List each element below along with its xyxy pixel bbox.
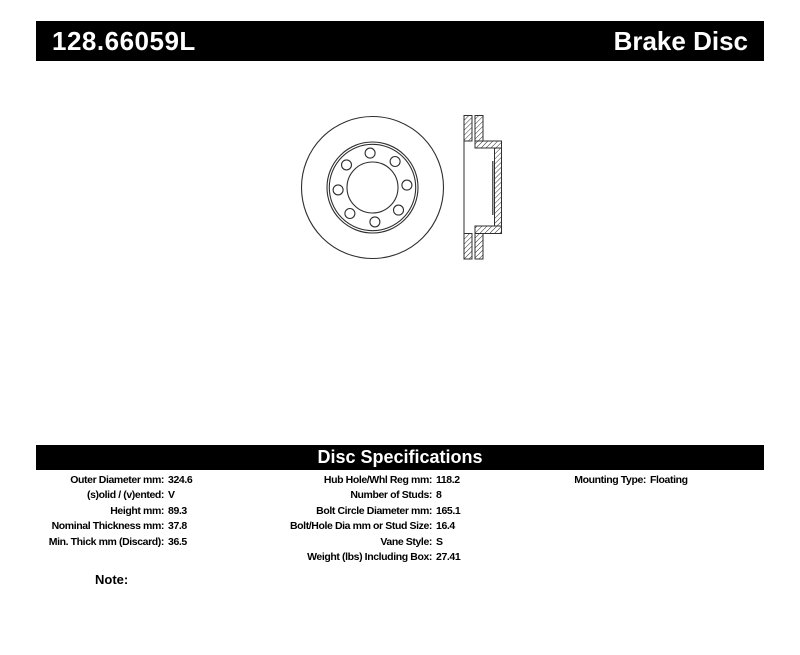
top-outboard-plate-section xyxy=(464,116,472,142)
spec-value: 324.6 xyxy=(168,474,193,486)
spec-value: 8 xyxy=(436,489,442,502)
outer-diameter-circle xyxy=(302,117,444,259)
spec-label: Bolt/Hole Dia mm or Stud Size: xyxy=(289,520,432,533)
spec-value: Floating xyxy=(650,474,688,486)
spec-value: 37.8 xyxy=(168,520,187,533)
hat-flange-outer-circle xyxy=(327,142,418,233)
spec-row xyxy=(282,535,460,550)
spec-label: Bolt Circle Diameter mm: xyxy=(316,504,432,517)
bottom-inboard-plate-section xyxy=(475,234,483,260)
spec-label: Weight (lbs) Including Box: xyxy=(307,551,432,564)
spec-value: 36.5 xyxy=(168,535,187,548)
spec-row xyxy=(36,488,192,503)
stud-hole xyxy=(402,180,412,190)
spec-row xyxy=(36,504,192,519)
spec-value: 89.3 xyxy=(168,504,187,517)
stud-holes xyxy=(333,148,412,227)
product-type-title: Brake Disc xyxy=(613,25,748,56)
spec-row xyxy=(282,473,460,488)
spec-label: Outer Diameter mm: xyxy=(70,474,164,486)
spec-label: Hub Hole/Whl Reg mm: xyxy=(323,474,432,486)
header-bar xyxy=(36,21,764,61)
spec-row xyxy=(36,535,192,550)
part-number: 128.66059L xyxy=(52,25,196,56)
spec-row xyxy=(36,519,192,534)
spec-row xyxy=(282,504,460,519)
spec-label: Min. Thick mm (Discard): xyxy=(48,535,164,548)
spec-section-header xyxy=(36,445,764,470)
spec-label: Vane Style: xyxy=(380,535,432,548)
spec-label: Height mm: xyxy=(110,504,164,517)
spec-value: V xyxy=(168,489,175,502)
spec-value: 27.41 xyxy=(436,551,461,564)
spec-row xyxy=(282,488,460,503)
stud-hole xyxy=(370,217,380,227)
stud-hole xyxy=(342,160,352,170)
top-inboard-plate-section xyxy=(475,116,483,142)
stud-hole xyxy=(333,185,343,195)
spec-value: 165.1 xyxy=(436,504,461,517)
stud-hole xyxy=(345,209,355,219)
spec-label: Mounting Type: xyxy=(574,474,646,486)
brake-disc-cross-section-view xyxy=(464,116,502,260)
stud-hole xyxy=(365,148,375,158)
brake-disc-front-view xyxy=(302,117,444,259)
spec-value: 118.2 xyxy=(436,474,460,486)
spec-row xyxy=(538,473,688,488)
spec-value: 16.4 xyxy=(436,520,455,533)
spec-row xyxy=(282,519,460,534)
spec-label: (s)olid / (v)ented: xyxy=(87,489,164,502)
spec-label: Nominal Thickness mm: xyxy=(51,520,164,533)
bottom-outboard-plate-section xyxy=(464,234,472,260)
stud-hole xyxy=(394,205,404,215)
spec-value: S xyxy=(436,535,443,548)
spec-column-right xyxy=(538,473,688,488)
hat-bottom-flange-section xyxy=(475,226,502,234)
hub-hole-circle xyxy=(347,162,398,213)
hat-wall-section xyxy=(495,148,502,226)
note-label: Note: xyxy=(95,572,129,587)
stud-hole xyxy=(390,157,400,167)
spec-column-middle xyxy=(282,473,460,565)
hat-top-flange-section xyxy=(475,141,502,148)
spec-column-left xyxy=(36,473,192,550)
spec-row xyxy=(282,550,460,565)
spec-section-title: Disc Specifications xyxy=(317,447,483,467)
brake-disc-drawing xyxy=(288,98,516,274)
spec-label: Number of Studs: xyxy=(350,489,432,502)
spec-row xyxy=(36,473,192,488)
